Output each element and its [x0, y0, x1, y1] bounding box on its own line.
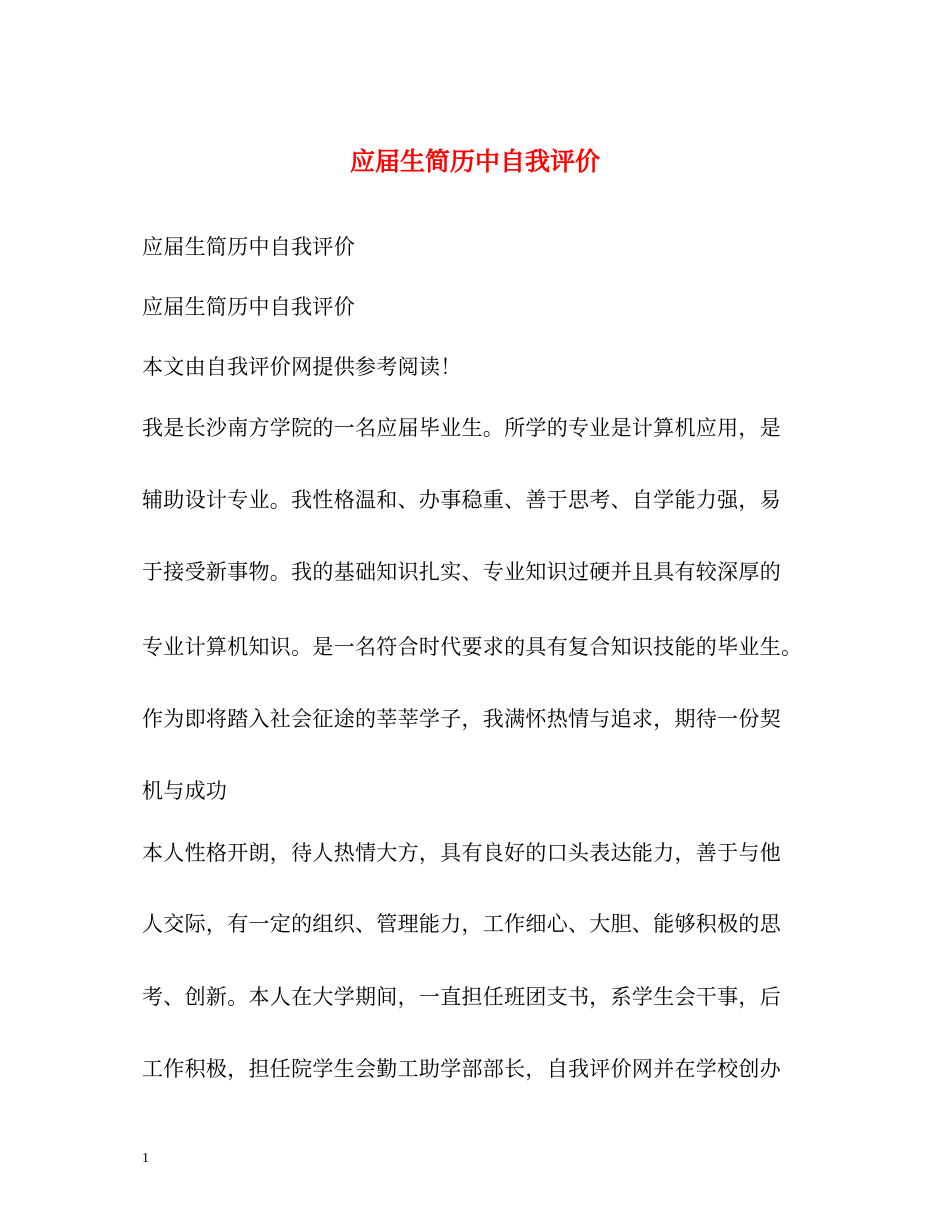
text-line-1: 应届生简历中自我评价 — [142, 235, 355, 259]
page-number: 1 — [142, 1151, 149, 1166]
text-line-5: 辅助设计专业。我性格温和、办事稳重、善于思考、自学能力强，易 — [142, 488, 781, 512]
text-line-2: 应届生简历中自我评价 — [142, 295, 355, 319]
text-line-4: 我是长沙南方学院的一名应届毕业生。所学的专业是计算机应用，是 — [142, 416, 781, 440]
text-line-6: 于接受新事物。我的基础知识扎实、专业知识过硬并且具有较深厚的 — [142, 560, 781, 584]
text-line-7: 专业计算机知识。是一名符合时代要求的具有复合知识技能的毕业生。 — [142, 635, 803, 659]
text-line-10: 本人性格开朗，待人热情大方，具有良好的口头表达能力，善于与他 — [142, 841, 781, 865]
text-line-8: 作为即将踏入社会征途的莘莘学子，我满怀热情与追求，期待一份契 — [142, 707, 781, 731]
text-line-11: 人交际，有一定的组织、管理能力，工作细心、大胆、能够积极的思 — [142, 912, 781, 936]
text-line-3: 本文由自我评价网提供参考阅读！ — [142, 355, 462, 379]
text-line-12: 考、创新。本人在大学期间，一直担任班团支书，系学生会干事，后 — [142, 985, 781, 1009]
text-line-13: 工作积极，担任院学生会勤工助学部部长，自我评价网并在学校创办 — [142, 1057, 781, 1081]
text-line-9: 机与成功 — [142, 779, 228, 803]
document-title: 应届生简历中自我评价 — [349, 147, 600, 176]
